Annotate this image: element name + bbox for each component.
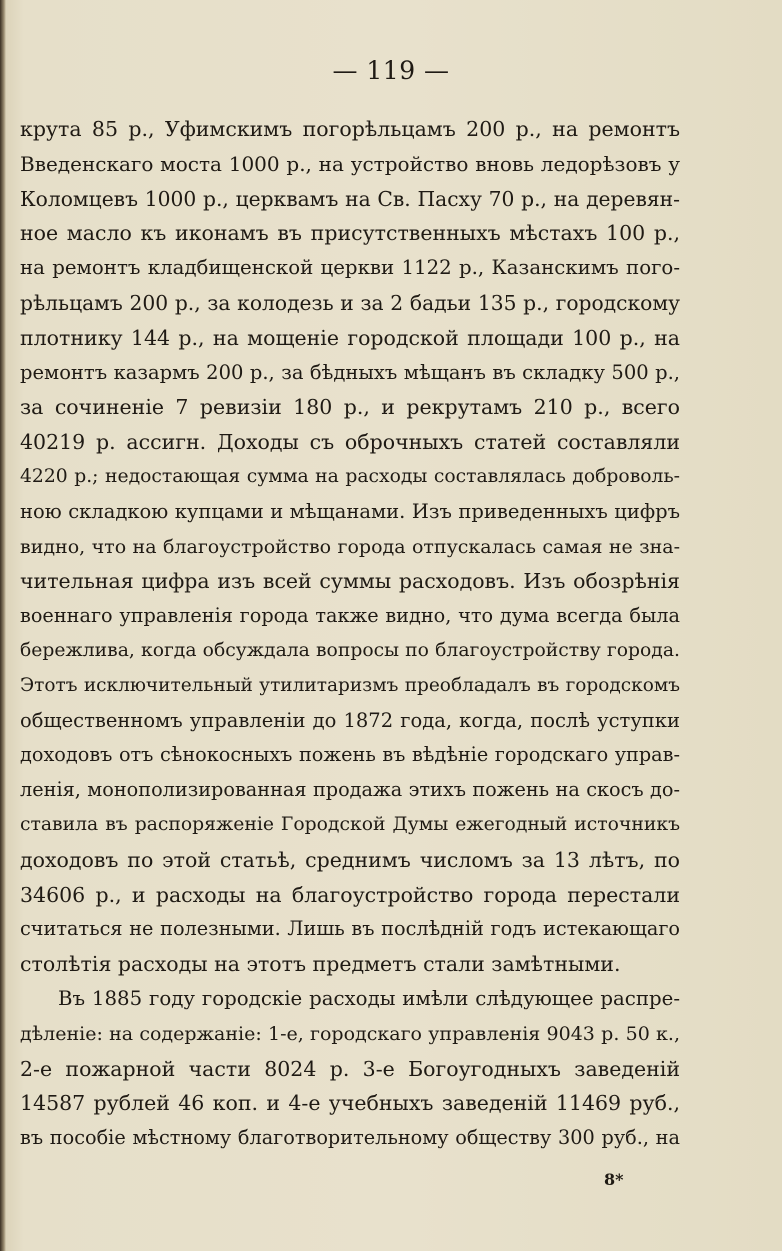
text-line: плотнику 144 р., на мощеніе городской площади 100 р., на [20, 325, 680, 350]
text-line: 40219 р. ассигн. Доходы съ оброчныхъ статей составляли [20, 430, 680, 455]
text-line: ленія, монополизированная продажа этихъ пожень на скосъ до- [20, 778, 680, 802]
text-line: на ремонтъ кладбищенской церкви 1122 р., Казанскимъ пого- [20, 256, 680, 280]
text-line: рѣльцамъ 200 р., за колодезь и за 2 бадьи 135 р., городскому [20, 290, 680, 315]
text-line: дѣленіе: на содержаніе: 1-е, городскаго управленія 9043 р. 50 к., [20, 1022, 680, 1045]
text-line: ремонтъ казармъ 200 р., за бѣдныхъ мѣщанъ въ складку 500 р., [20, 360, 680, 384]
text-line: Введенскаго моста 1000 р., на устройство вновь ледорѣзовъ у [20, 151, 680, 176]
printer-signature-mark: 8* [604, 1170, 624, 1189]
text-line: видно, что на благоустройство города отпускалась самая не зна- [20, 535, 680, 558]
text-line: ставила въ распоряженіе Городской Думы ежегодный источникъ [20, 813, 680, 835]
text-line: Этотъ исключительный утилитаризмъ преобладалъ въ городскомъ [20, 674, 680, 696]
page-number: — 119 — [332, 56, 450, 85]
text-line: за сочиненіе 7 ревизіи 180 р., и рекрутамъ 210 р., всего [20, 395, 680, 420]
text-line: ною складкою купцами и мѣщанами. Изъ приведенныхъ цифръ [20, 499, 680, 523]
paragraph-end-line: столѣтія расходы на этотъ предметъ стали замѣтными. [20, 952, 621, 977]
text-line: военнаго управленія города также видно, что дума всегда была [20, 604, 680, 628]
text-line: чительная цифра изъ всей суммы расходовъ. Изъ обозрѣнія [20, 569, 680, 594]
text-line: Коломцевъ 1000 р., церквамъ на Св. Пасху 70 р., на деревян- [20, 186, 680, 211]
text-line: бережлива, когда обсуждала вопросы по благоустройству города. [20, 639, 680, 661]
text-line: 4220 р.; недостающая сумма на расходы составлялась доброволь- [20, 465, 680, 487]
text-line: общественномъ управленіи до 1872 года, когда, послѣ уступки [20, 708, 680, 732]
page-binding-edge [0, 0, 6, 1251]
text-line: въ пособіе мѣстному благотворительному обществу 300 руб., на [20, 1126, 680, 1150]
text-line: доходовъ отъ сѣнокосныхъ пожень въ вѣдѣніе городскаго управ- [20, 743, 680, 767]
body-text [20, 112, 680, 1156]
text-line: 14587 рублей 46 коп. и 4-е учебныхъ заведеній 11469 руб., [20, 1091, 680, 1116]
text-line: крута 85 р., Уфимскимъ погорѣльцамъ 200 р., на ремонтъ [20, 117, 680, 141]
text-line: считаться не полезными. Лишь въ послѣдній годъ истекающаго [20, 917, 680, 941]
paragraph-start-line: Въ 1885 году городскіе расходы имѣли слѣдующее распре- [58, 986, 680, 1010]
text-line: ное масло къ иконамъ въ присутственныхъ мѣстахъ 100 р., [20, 221, 680, 246]
text-line: 34606 р., и расходы на благоустройство города перестали [20, 882, 680, 907]
text-line: доходовъ по этой статьѣ, среднимъ числомъ за 13 лѣтъ, по [20, 847, 680, 872]
text-line: 2-е пожарной части 8024 р. 3-е Богоугодныхъ заведеній [20, 1056, 680, 1081]
